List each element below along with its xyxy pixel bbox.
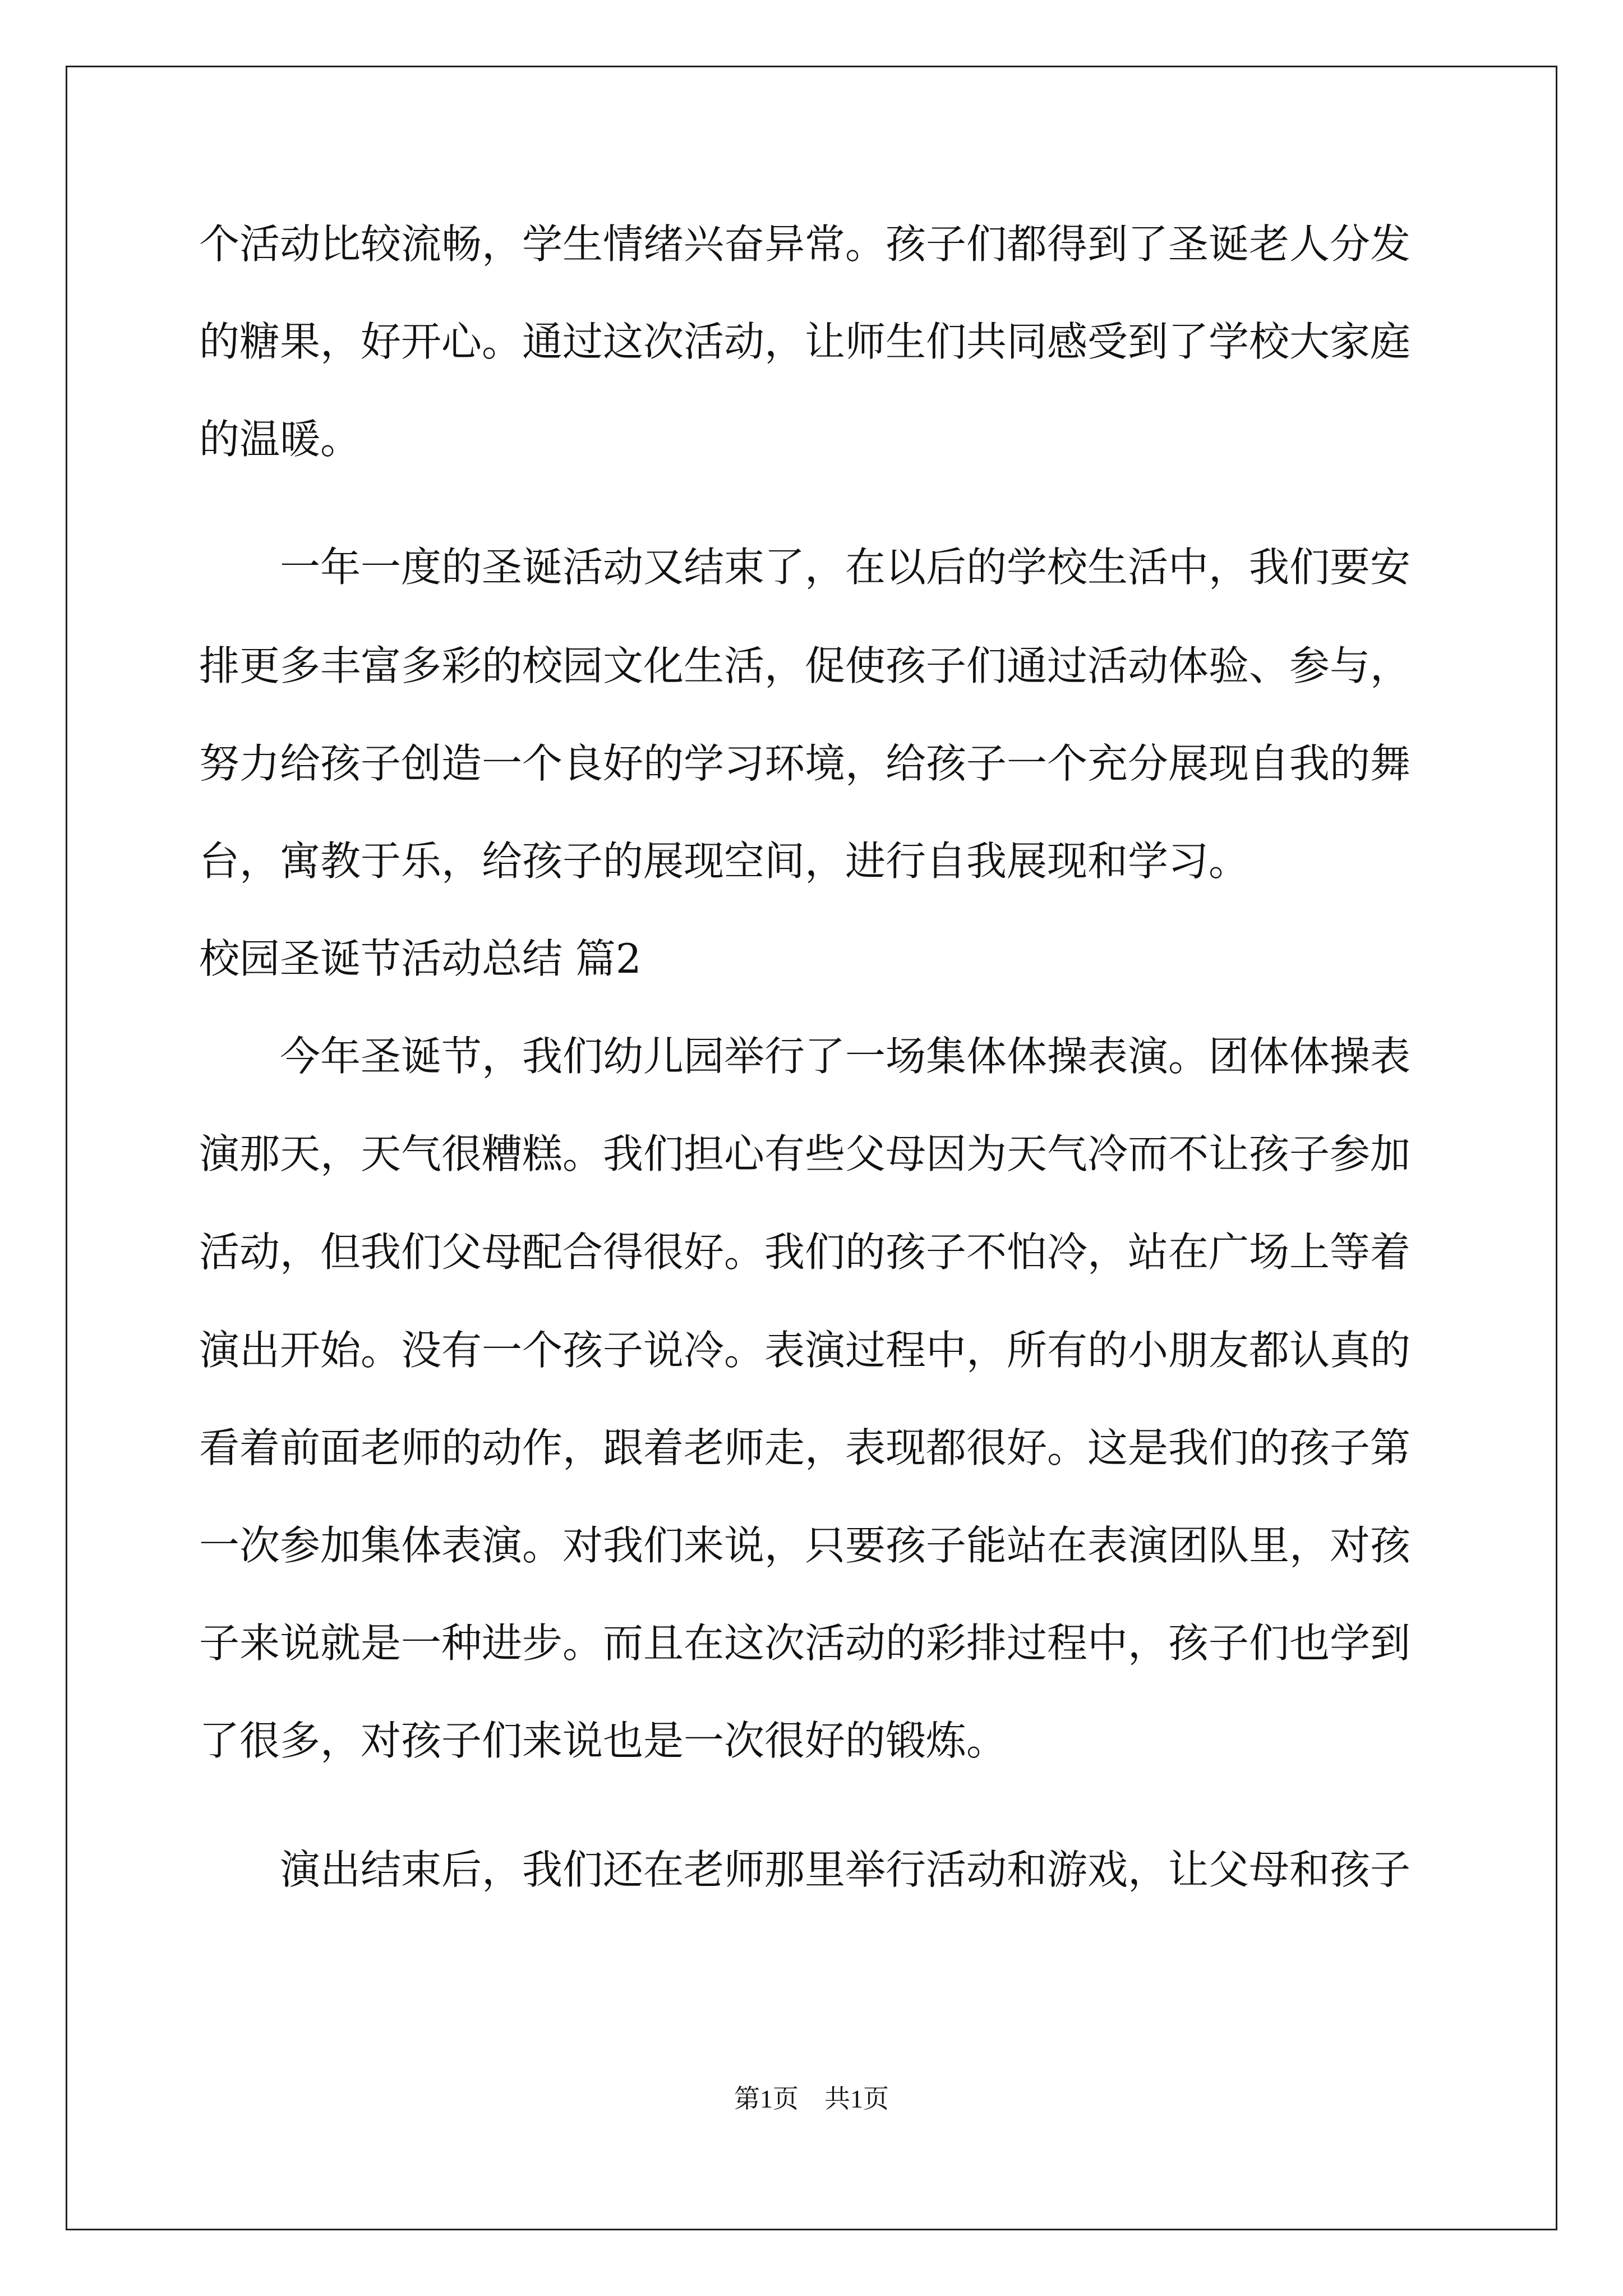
paragraph-line: 个活动比较流畅，学生情绪兴奋异常。孩子们都得到了圣诞老人分发	[199, 220, 1411, 268]
paragraph-line: 子来说就是一种进步。而且在这次活动的彩排过程中，孩子们也学到	[199, 1619, 1411, 1667]
paragraph-line: 的温暖。	[199, 416, 361, 463]
paragraph-line: 演出开始。没有一个孩子说冷。表演过程中，所有的小朋友都认真的	[199, 1327, 1411, 1374]
paragraph-line: 活动，但我们父母配合得很好。我们的孩子不怕冷，站在广场上等着	[199, 1228, 1411, 1276]
paragraph-line: 一年一度的圣诞活动又结束了，在以后的学校生活中，我们要安	[199, 544, 1411, 591]
paragraph-line: 努力给孩子创造一个良好的学习环境，给孩子一个充分展现自我的舞	[199, 740, 1411, 787]
paragraph-line: 台，寓教于乐，给孩子的展现空间，进行自我展现和学习。	[199, 838, 1249, 885]
paragraph-line: 的糖果，好开心。通过这次活动，让师生们共同感受到了学校大家庭	[199, 318, 1411, 365]
page-number-footer: 第1页 共1页	[734, 2085, 889, 2113]
section-heading: 校园圣诞节活动总结 篇2	[199, 935, 642, 982]
paragraph-line: 了很多，对孩子们来说也是一次很好的锻炼。	[199, 1717, 1007, 1764]
paragraph-line: 看着前面老师的动作，跟着老师走，表现都很好。这是我们的孩子第	[199, 1424, 1411, 1471]
paragraph-line: 演那天，天气很糟糕。我们担心有些父母因为天气冷而不让孩子参加	[199, 1130, 1411, 1177]
paragraph-line: 演出结束后，我们还在老师那里举行活动和游戏，让父母和孩子	[199, 1846, 1411, 1893]
paragraph-line: 今年圣诞节，我们幼儿园举行了一场集体体操表演。团体体操表	[199, 1033, 1411, 1080]
paragraph-line: 一次参加集体表演。对我们来说，只要孩子能站在表演团队里，对孩	[199, 1522, 1411, 1569]
paragraph-line: 排更多丰富多彩的校园文化生活，促使孩子们通过活动体验、参与，	[199, 642, 1411, 689]
